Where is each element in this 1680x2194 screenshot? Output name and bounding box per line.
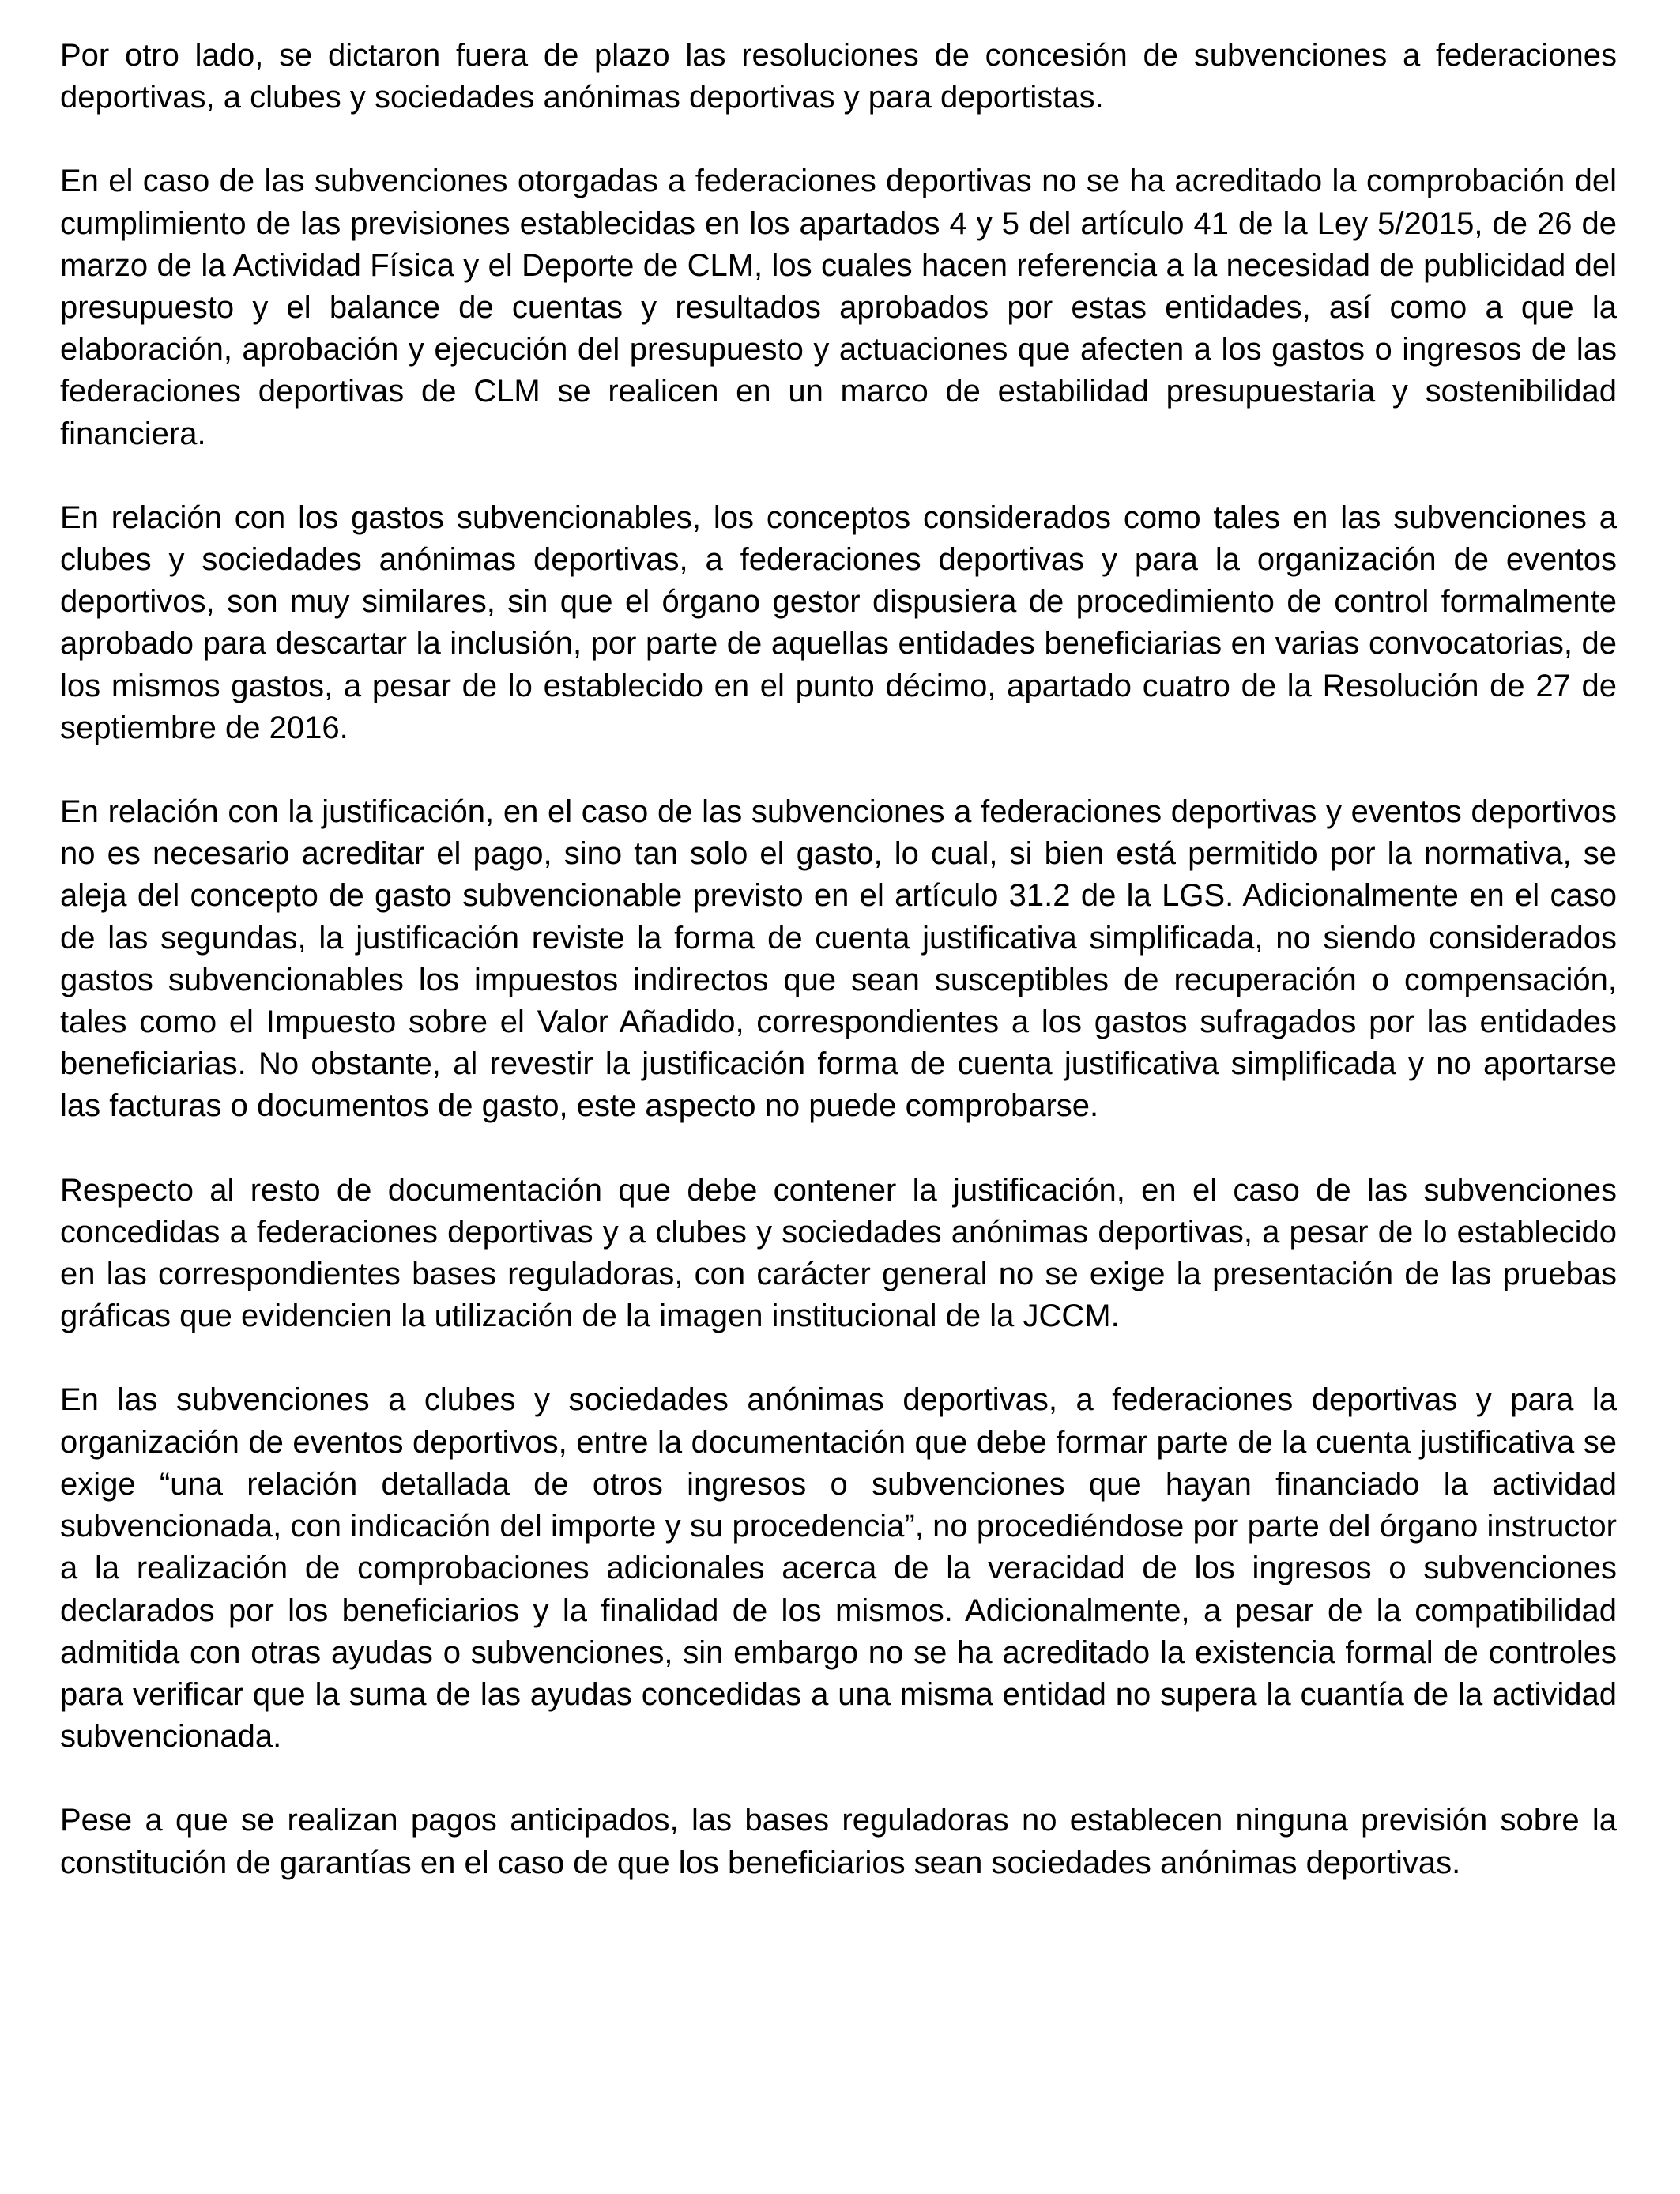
paragraph-documentation: Respecto al resto de documentación que debe contener la justificación, en el caso de las subvenciones concedidas a federaciones deportivas y a clubes y sociedades anónimas deportivas, a pesar de lo establecido en las correspondientes bases reguladoras, con carácter general no se exige la presentación de las pruebas gráficas que evidencien la utilización de la imagen institucional de la JCCM.	[60, 1172, 1617, 1334]
paragraph-justification: En relación con la justificación, en el caso de las subvenciones a federaciones deportivas y eventos deportivos no es necesario acreditar el pago, sino tan solo el gasto, lo cual, si bien está permitido por la normativa, se aleja del concepto de gasto subvencionable previsto en el artículo 31.2 de la LGS. Adicionalmente en el caso de las segundas, la justificación reviste la forma de cuenta justificativa simplificada, no siendo considerados gastos subvencionables los impuestos indirectos que sean susceptibles de recuperación o compensación, tales como el Impuesto sobre el Valor Añadido, correspondientes a los gastos sufragados por las entidades beneficiarias. No obstante, al revestir la justificación forma de cuenta justificativa simplificada y no aportarse las facturas o documentos de gasto, este aspecto no puede comprobarse.	[60, 794, 1617, 1124]
paragraph-federation-subsidies: En el caso de las subvenciones otorgadas a federaciones deportivas no se ha acreditado la comprobación del cumplimiento de las previsiones establecidas en los apartados 4 y 5 del artículo 41 de la Ley 5/2015, de 26 de marzo de la Actividad Física y el Deporte de CLM, los cuales hacen referencia a la necesidad de publicidad del presupuesto y el balance de cuentas y resultados aprobados por estas entidades, así como a que la elaboración, aprobación y ejecución del presupuesto y actuaciones que afecten a los gastos o ingresos de las federaciones deportivas de CLM se realicen en un marco de estabilidad presupuestaria y sostenibilidad financiera.	[60, 164, 1617, 451]
paragraph-eligible-expenses: En relación con los gastos subvencionables, los conceptos considerados como tales en las subvenciones a clubes y sociedades anónimas deportivas, a federaciones deportivas y para la organización de eventos deportivos, son muy similares, sin que el órgano gestor dispusiera de procedimiento de control formalmente aprobado para descartar la inclusión, por parte de aquellas entidades beneficiarias en varias convocatorias, de los mismos gastos, a pesar de lo establecido en el punto décimo, apartado cuatro de la Resolución de 27 de septiembre de 2016.	[60, 499, 1617, 745]
paragraph-advance-payments: Pese a que se realizan pagos anticipados, las bases reguladoras no establecen ninguna previsión sobre la constitución de garantías en el caso de que los beneficiarios sean sociedades anónimas deportivas.	[60, 1803, 1617, 1880]
paragraph-late-resolutions: Por otro lado, se dictaron fuera de plazo las resoluciones de concesión de subvenciones a federaciones deportivas, a clubes y sociedades anónimas deportivas y para deportistas.	[60, 38, 1617, 115]
document-page	[60, 35, 1617, 1926]
paragraph-other-income: En las subvenciones a clubes y sociedades anónimas deportivas, a federaciones deportivas y para la organización de eventos deportivos, entre la documentación que debe formar parte de la cuenta justificativa se exige “una relación detallada de otros ingresos o subvenciones que hayan financiado la actividad subvencionada, con indicación del importe y su procedencia”, no procediéndose por parte del órgano instructor a la realización de comprobaciones adicionales acerca de la veracidad de los ingresos o subvenciones declarados por los beneficiarios y la finalidad de los mismos. Adicionalmente, a pesar de la compatibilidad admitida con otras ayudas o subvenciones, sin embargo no se ha acreditado la existencia formal de controles para verificar que la suma de las ayudas concedidas a una misma entidad no supera la cuantía de la actividad subvencionada.	[60, 1382, 1617, 1755]
